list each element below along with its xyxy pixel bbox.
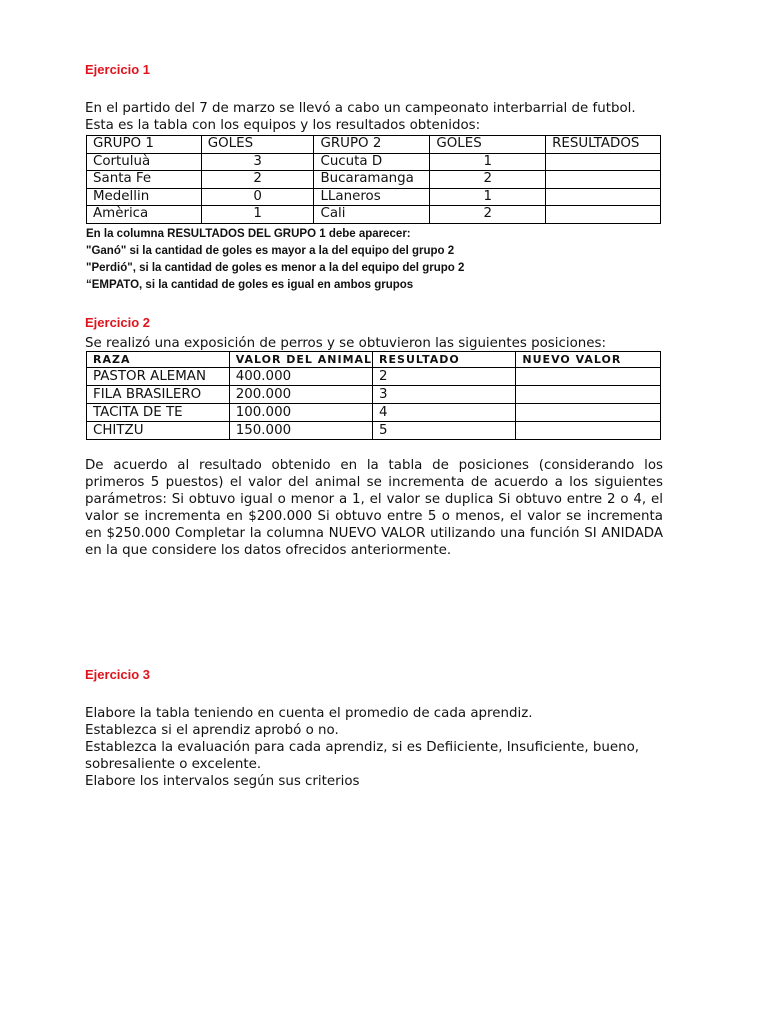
result-cell bbox=[546, 171, 661, 189]
table-row bbox=[87, 386, 661, 404]
goals-cell: 2 bbox=[201, 171, 314, 189]
position-cell: 5 bbox=[373, 422, 516, 440]
ex3-instructions bbox=[85, 705, 663, 790]
breed-cell: FILA BRASILERO bbox=[87, 386, 230, 404]
ex1-rule-1: En la columna RESULTADOS DEL GRUPO 1 debe aparecer: bbox=[86, 228, 411, 240]
value-cell: 400.000 bbox=[229, 368, 372, 386]
table-row bbox=[87, 171, 661, 189]
table-row bbox=[87, 404, 661, 422]
team-cell: Cali bbox=[314, 206, 430, 224]
header-cell: VALOR DEL ANIMAL bbox=[229, 352, 372, 368]
value-cell: 100.000 bbox=[229, 404, 372, 422]
position-cell: 2 bbox=[373, 368, 516, 386]
value-cell: 200.000 bbox=[229, 386, 372, 404]
ex1-results-table bbox=[86, 135, 661, 224]
ex1-intro-line2: Esta es la tabla con los equipos y los resultados obtenidos: bbox=[85, 118, 481, 133]
result-cell bbox=[546, 188, 661, 206]
table-header-row bbox=[87, 352, 661, 368]
team-cell: LLaneros bbox=[314, 188, 430, 206]
goals-cell: 0 bbox=[201, 188, 314, 206]
ex3-line: Establezca la evaluación para cada aprendiz, si es Defiiciente, Insuficiente, bueno, sobresaliente o excelente. bbox=[85, 740, 640, 772]
ex1-heading: Ejercicio 1 bbox=[85, 62, 151, 77]
header-cell: RAZA bbox=[87, 352, 230, 368]
header-cell: RESULTADO bbox=[373, 352, 516, 368]
table-row bbox=[87, 206, 661, 224]
ex1-rule-4: “EMPATO, si la cantidad de goles es igual en ambos grupos bbox=[86, 279, 414, 291]
team-cell: Amèrica bbox=[87, 206, 202, 224]
new-value-cell bbox=[516, 386, 661, 404]
ex1-intro-line1: En el partido del 7 de marzo se llevó a cabo un campeonato interbarrial de futbol. bbox=[85, 101, 636, 116]
goals-cell: 2 bbox=[430, 206, 546, 224]
result-cell bbox=[546, 206, 661, 224]
table-row bbox=[87, 153, 661, 171]
header-cell: GRUPO 2 bbox=[314, 136, 430, 154]
team-cell: Cortuluà bbox=[87, 153, 202, 171]
ex3-heading: Ejercicio 3 bbox=[85, 667, 151, 682]
position-cell: 3 bbox=[373, 386, 516, 404]
team-cell: Bucaramanga bbox=[314, 171, 430, 189]
ex3-line: Elabore la tabla teniendo en cuenta el promedio de cada aprendiz. bbox=[85, 706, 533, 721]
breed-cell: PASTOR ALEMAN bbox=[87, 368, 230, 386]
breed-cell: CHITZU bbox=[87, 422, 230, 440]
ex3-line: Establezca si el aprendiz aprobó o no. bbox=[85, 723, 339, 738]
breed-cell: TACITA DE TE bbox=[87, 404, 230, 422]
goals-cell: 2 bbox=[430, 171, 546, 189]
ex2-intro: Se realizó una exposición de perros y se obtuvieron las siguientes posiciones: bbox=[85, 336, 606, 351]
result-cell bbox=[546, 153, 661, 171]
goals-cell: 3 bbox=[201, 153, 314, 171]
ex2-dogs-table bbox=[86, 351, 661, 440]
table-header-row bbox=[87, 136, 661, 154]
ex2-instructions: De acuerdo al resultado obtenido en la tabla de posiciones (considerando los primeros 5 puestos) el valor del animal se incrementa de acuerdo a los siguientes parámetros: Si obtuvo igual o menor a 1, el valor se duplica Si obtuvo entre 2 o 4, el valor se incrementa en $200.000 Si obtuvo entre 5 o menos, el valor se incrementa en $250.000 Completar la columna NUEVO VALOR utilizando una función SI ANIDADA en la que considere los datos ofrecidos anteriormente. bbox=[85, 458, 663, 558]
new-value-cell bbox=[516, 422, 661, 440]
ex1-rule-2: "Ganó" si la cantidad de goles es mayor a la del equipo del grupo 2 bbox=[86, 245, 455, 257]
new-value-cell bbox=[516, 368, 661, 386]
new-value-cell bbox=[516, 404, 661, 422]
ex1-rule-3: "Perdió", si la cantidad de goles es menor a la del equipo del grupo 2 bbox=[86, 262, 465, 274]
table-row bbox=[87, 188, 661, 206]
header-cell: RESULTADOS bbox=[546, 136, 661, 154]
ex3-line: Elabore los intervalos según sus criterios bbox=[85, 774, 360, 789]
table-row bbox=[87, 422, 661, 440]
ex2-heading: Ejercicio 2 bbox=[85, 315, 151, 330]
header-cell: GRUPO 1 bbox=[87, 136, 202, 154]
table-row bbox=[87, 368, 661, 386]
team-cell: Cucuta D bbox=[314, 153, 430, 171]
position-cell: 4 bbox=[373, 404, 516, 422]
goals-cell: 1 bbox=[430, 188, 546, 206]
goals-cell: 1 bbox=[430, 153, 546, 171]
header-cell: GOLES bbox=[201, 136, 314, 154]
team-cell: Santa Fe bbox=[87, 171, 202, 189]
header-cell: NUEVO VALOR bbox=[516, 352, 661, 368]
ex1-intro bbox=[85, 100, 663, 134]
header-cell: GOLES bbox=[430, 136, 546, 154]
value-cell: 150.000 bbox=[229, 422, 372, 440]
team-cell: Medellin bbox=[87, 188, 202, 206]
goals-cell: 1 bbox=[201, 206, 314, 224]
